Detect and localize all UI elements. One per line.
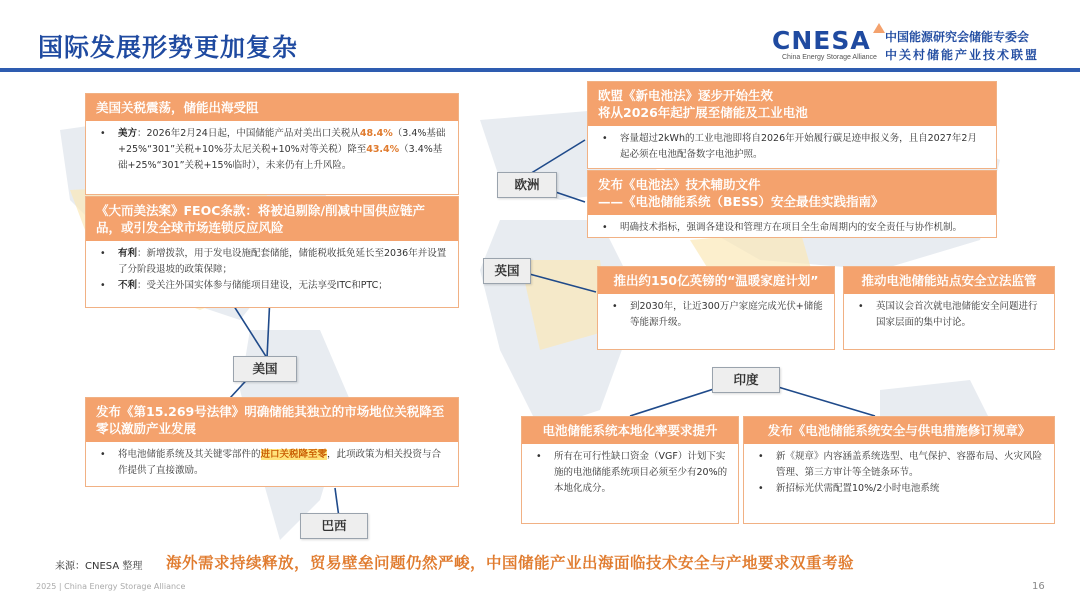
key-takeaway: 海外需求持续释放，贸易壁垒问题仍然严峻，中国储能产业出海面临技术安全与产地要求双重考验 <box>166 554 855 572</box>
india-localization-item: • 所有在可行性缺口资金（VGF）计划下实施的电池储能系统项目必须至少有20%的本地化成分。 <box>532 449 728 497</box>
region-tag-india: 印度 <box>712 367 780 393</box>
eu-battery-law-box <box>587 81 997 169</box>
tariff-rate-old: 48.4% <box>359 128 393 139</box>
usa-feoc-title: 《大而美法案》FEOC条款：将被迫剔除/削减中国供应链产品，或引发全球市场连锁反应风险 <box>86 197 458 241</box>
uk-warm-homes-title: 推出约150亿英镑的“温暖家庭计划” <box>598 267 834 294</box>
uk-safety-legislation-box <box>843 266 1055 350</box>
tariff-rate-new: 43.4% <box>366 144 400 155</box>
page-title: 国际发展形势更加复杂 <box>38 33 299 62</box>
logo-org-name-1: 中国能源研究会储能专委会 <box>885 30 1030 44</box>
india-safety-rules-item-1: • 新《规章》内容涵盖系统选型、电气保护、容器布局、火灾风险管理、第三方审计等全链条环节。 <box>754 449 1044 481</box>
eu-bess-guide-title-2: ——《电池储能系统（BESS）安全最佳实践指南》 <box>598 194 884 209</box>
eu-battery-law-title-1: 欧盟《新电池法》逐步开始生效 <box>598 88 774 103</box>
eu-bess-guide-item: • 明确技术指标，强调各建设和管理方在项目全生命周期内的安全责任与协作机制。 <box>598 220 986 236</box>
usa-tariff-item: • 美方：2026年2月24日起，中国储能产品对美出口关税从48.4%（3.4%基础+25%“301”关税+10%芬太尼关税+10%对等关税）降至43.4%（3.4%基础+25%“301”关税+15%临时），未来仍有上升风险。 <box>96 126 448 174</box>
india-localization-title: 电池储能系统本地化率要求提升 <box>522 417 738 444</box>
india-safety-rules-box <box>743 416 1055 524</box>
region-tag-brazil: 巴西 <box>300 513 368 539</box>
footer-copyright: 2025 | China Energy Storage Alliance <box>36 582 186 591</box>
region-tag-usa: 美国 <box>233 356 297 382</box>
usa-feoc-item-drawback: • 不利：受关注外国实体参与储能项目建设，无法享受ITC和PTC； <box>96 278 448 294</box>
india-safety-rules-title: 发布《电池储能系统安全与供电措施修订规章》 <box>744 417 1054 444</box>
brazil-law-item: • 将电池储能系统及其关键零部件的进口关税降至零，此项政策为相关投资与合作提供了直接激励。 <box>96 447 448 479</box>
usa-feoc-item-benefit: • 有利：新增拨款，用于发电设施配套储能，储能税收抵免延长至2036年并设置了分阶段退坡的政策保障； <box>96 246 448 278</box>
brazil-law-title: 发布《第15.269号法律》明确储能其独立的市场地位关税降至零以激励产业发展 <box>86 398 458 442</box>
logo-org-name-2: 中关村储能产业技术联盟 <box>885 48 1040 62</box>
eu-bess-guide-box <box>587 170 997 238</box>
uk-safety-legislation-title: 推动电池储能站点安全立法监管 <box>844 267 1054 294</box>
uk-safety-legislation-item: • 英国议会首次就电池储能安全问题进行国家层面的集中讨论。 <box>854 299 1044 331</box>
usa-tariff-title: 美国关税震荡，储能出海受阻 <box>86 94 458 121</box>
import-tariff-highlight: 进口关税降至零 <box>260 449 328 460</box>
region-tag-europe: 欧洲 <box>497 172 557 198</box>
logo-wordmark: CNESA <box>772 26 871 55</box>
usa-feoc-box <box>85 196 459 308</box>
uk-warm-homes-item: • 到2030年，让近300万户家庭完成光伏+储能等能源升级。 <box>608 299 824 331</box>
region-tag-uk: 英国 <box>483 258 531 284</box>
uk-warm-homes-box <box>597 266 835 350</box>
eu-bess-guide-title-1: 发布《电池法》技术辅助文件 <box>598 177 761 192</box>
india-safety-rules-item-2: • 新招标光伏需配置10%/2小时电池系统 <box>754 481 1044 497</box>
eu-battery-law-title-2: 将从2026年起扩展至储能及工业电池 <box>598 105 808 120</box>
usa-tariff-box <box>85 93 459 195</box>
india-localization-box <box>521 416 739 524</box>
eu-battery-law-item: • 容量超过2kWh的工业电池即将自2026年开始履行碳足迹申报义务，且自2027年2月起必须在电池配备数字电池护照。 <box>598 131 986 163</box>
page-number: 16 <box>1032 581 1045 592</box>
source-note: 来源：CNESA 整理 <box>55 561 143 572</box>
logo-subtitle: China Energy Storage Alliance <box>782 54 877 61</box>
brazil-law-box <box>85 397 459 487</box>
